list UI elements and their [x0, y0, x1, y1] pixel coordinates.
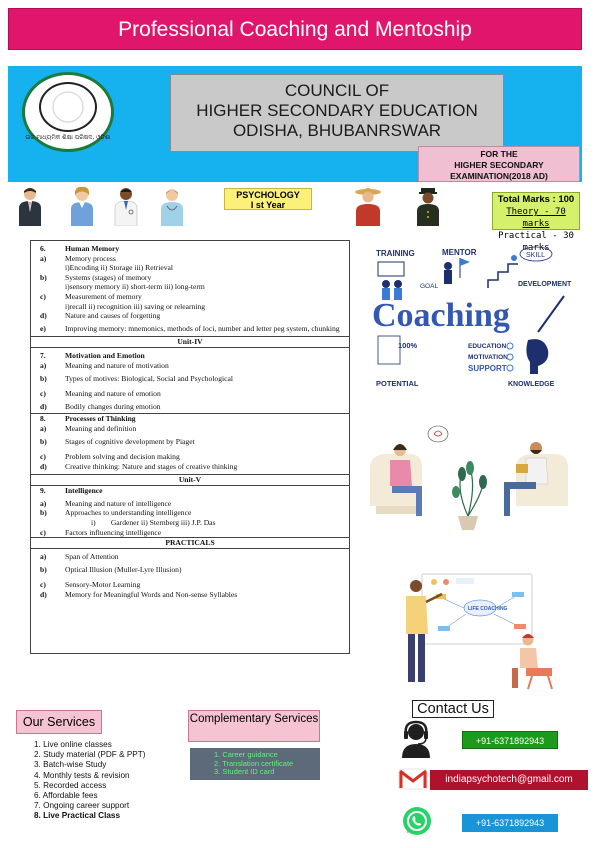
unit-heading: Motivation and Emotion — [65, 351, 145, 361]
item-letter: d) — [40, 461, 47, 471]
subject-year: I st Year — [250, 200, 286, 210]
syllabus-row — [31, 361, 349, 371]
item-letter: a) — [40, 498, 47, 508]
syllabus-row — [31, 324, 349, 334]
item-letter: c) — [40, 291, 46, 301]
skill-label: SKILL — [526, 252, 546, 259]
list-item: 7. Ongoing career support — [34, 801, 130, 811]
item-number: 6. — [40, 244, 46, 253]
item-text: Sensory-Motor Learning — [65, 580, 141, 590]
item-letter: c) — [40, 580, 46, 590]
syllabus-row — [31, 552, 349, 562]
syllabus-row — [31, 374, 349, 384]
item-text: Meaning and definition — [65, 423, 137, 433]
practical-marks: Practical - 30 marks — [498, 231, 574, 253]
syllabus-row — [31, 424, 349, 434]
businessman-icon — [16, 186, 44, 226]
chair-icon — [526, 668, 552, 676]
exam-line: HIGHER SECONDARY — [454, 160, 544, 170]
item-number: 9. — [40, 486, 46, 496]
unit-divider: PRACTICALS — [31, 537, 349, 548]
syllabus-row — [31, 452, 349, 462]
council-line: HIGHER SECONDARY EDUCATION — [196, 101, 478, 120]
goal-flag-icon — [460, 258, 470, 266]
syllabus-row — [31, 486, 349, 496]
unit-heading: Human Memory — [65, 244, 120, 253]
services-list — [34, 740, 145, 822]
item-subtext: i)recall ii) recognition iii) saving or relearning — [65, 301, 206, 311]
coaching-title: Coaching — [372, 297, 510, 334]
item-number: 7. — [40, 351, 46, 361]
page-title: Professional Coaching and Mentoship — [8, 8, 582, 50]
item-text: Meaning and nature of intelligence — [65, 498, 172, 508]
syllabus-row — [31, 437, 349, 447]
logo-emblem-icon — [39, 82, 97, 132]
phone-number-link[interactable]: +91-6371892943 — [462, 731, 558, 749]
list-item: 6. Affordable fees — [34, 791, 98, 801]
stairs-icon — [488, 264, 518, 288]
syllabus-row — [31, 590, 349, 600]
list-item: 4. Monthly tests & revision — [34, 770, 130, 780]
complementary-heading: Complementary Services — [188, 710, 320, 742]
percent-label: 100% — [398, 341, 418, 350]
total-marks: Total Marks : 100 — [497, 194, 575, 205]
syllabus-row — [31, 311, 349, 321]
syllabus-row — [31, 402, 349, 412]
nurse-icon — [158, 186, 186, 226]
list-item: 2. Study material (PDF & PPT) — [34, 750, 146, 760]
training-board-icon — [378, 262, 404, 276]
logo-caption: ଉଚ୍ଚ ମାଧ୍ୟମିକ ଶିକ୍ଷା ପରିଷଦ, ଓଡ଼ିଶା — [25, 134, 111, 141]
item-letter: b) — [40, 373, 47, 383]
subject-name: PSYCHOLOGY — [236, 190, 300, 200]
training-label: TRAINING — [376, 249, 415, 258]
gmail-icon — [398, 768, 428, 790]
syllabus-row — [31, 389, 349, 399]
item-letter: c) — [40, 452, 46, 462]
item-subtext: i) Gardener ii) Sternberg iii) J.P. Das — [91, 518, 216, 528]
item-letter: a) — [40, 423, 47, 433]
item-text: Memory process — [65, 253, 116, 263]
syllabus-row — [31, 244, 349, 254]
syllabus-row — [31, 508, 349, 527]
item-text: Creative thinking: Nature and stages of creative thinking — [65, 461, 238, 471]
item-letter: e) — [40, 323, 46, 333]
syllabus-row — [31, 414, 349, 424]
unit-heading: Processes of Thinking — [65, 414, 136, 424]
exam-line: FOR THE — [480, 149, 518, 159]
life-coaching-illustration — [376, 568, 576, 690]
whatsapp-icon — [402, 806, 432, 836]
item-text: Approaches to understanding intelligence — [65, 508, 192, 518]
mentor-label: MENTOR — [442, 248, 477, 257]
list-item: 2. Translation certificate — [214, 758, 294, 768]
doctor-icon — [112, 186, 140, 226]
mentor-icon — [444, 262, 452, 270]
list-item: 1. Career guidance — [214, 750, 278, 759]
unit-divider: Unit-IV — [31, 336, 349, 348]
contact-heading: Contact Us — [412, 700, 494, 718]
coaching-illustration — [368, 244, 578, 392]
item-text: Systems (stages) of memory — [65, 272, 152, 282]
whatsapp-number-link[interactable]: +91-6371892943 — [462, 814, 558, 832]
document-icon — [378, 336, 400, 364]
syllabus-row — [31, 565, 349, 575]
syllabus-row — [31, 292, 349, 311]
list-item: 3. Batch-wise Study — [34, 760, 107, 770]
motivation-label: MOTIVATION — [468, 354, 508, 361]
item-text: Meaning and nature of emotion — [65, 389, 161, 399]
syllabus-row — [31, 528, 349, 538]
item-letter: c) — [40, 527, 46, 537]
syllabus-table — [30, 240, 350, 654]
marks-box — [492, 192, 580, 253]
item-letter: a) — [40, 360, 47, 370]
item-text: Meaning and nature of motivation — [65, 360, 169, 370]
syllabus-row — [31, 273, 349, 292]
counselling-illustration — [366, 420, 572, 532]
council-line: ODISHA, BHUBANRSWAR — [232, 121, 442, 140]
call-center-icon — [398, 720, 434, 758]
item-text: Factors influencing intelligence — [65, 527, 162, 537]
item-subtext: i)Encoding ii) Storage iii) Retrieval — [65, 263, 173, 273]
coach-figure — [410, 580, 422, 592]
list-item: 1. Live online classes — [34, 740, 112, 749]
syllabus-row — [31, 580, 349, 590]
support-label: SUPPORT — [468, 364, 507, 373]
list-item: 8. Live Practical Class — [34, 811, 121, 821]
brain-head-icon — [526, 339, 548, 374]
item-text: Nature and causes of forgetting — [65, 311, 161, 321]
officer-icon — [414, 186, 442, 226]
item-text: Types of motives: Biological, Social and Psychological — [65, 373, 233, 383]
item-letter: a) — [40, 253, 47, 263]
pencil-icon — [538, 296, 564, 332]
item-letter: b) — [40, 436, 47, 446]
email-link[interactable]: indiapsychotech@gmail.com — [430, 770, 588, 790]
item-letter: d) — [40, 401, 47, 411]
item-text: Measurement of memory — [65, 291, 142, 301]
syllabus-row — [31, 462, 349, 472]
businesswoman-icon — [68, 186, 96, 226]
item-text: Memory for Meaningful Words and Non-sense Syllables — [65, 590, 238, 600]
item-text: Bodily changes during emotion — [65, 401, 161, 411]
education-label: EDUCATION — [468, 343, 507, 350]
item-letter: c) — [40, 389, 46, 399]
complementary-list — [190, 748, 320, 780]
list-item: 3. Student ID card — [214, 767, 275, 777]
development-label: DEVELOPMENT — [518, 281, 572, 288]
item-letter: b) — [40, 508, 47, 518]
list-item: 5. Recorded access — [34, 780, 107, 790]
council-logo — [22, 72, 114, 152]
goal-label: GOAL — [420, 283, 439, 290]
syllabus-row — [31, 351, 349, 361]
unit-heading: Intelligence — [65, 486, 103, 496]
item-text: Optical Illusion (Muller-Lyre Illusion) — [65, 564, 182, 574]
item-text: Improving memory: mnemonics, methods of loci, number and letter peg system, chunking — [65, 323, 340, 333]
exam-badge — [418, 146, 580, 182]
item-subtext: i)sensory memory ii) short-term iii) long-term — [65, 282, 205, 292]
council-title — [170, 74, 504, 152]
unit-divider: Unit-V — [31, 474, 349, 486]
item-letter: d) — [40, 590, 47, 600]
item-letter: d) — [40, 311, 47, 321]
potential-label: POTENTIAL — [376, 379, 419, 388]
thought-bubble-icon — [428, 426, 448, 442]
item-letter: b) — [40, 564, 47, 574]
item-text: Problem solving and decision making — [65, 452, 180, 462]
syllabus-row — [31, 499, 349, 509]
theory-marks: Theory - 70 marks — [506, 207, 566, 229]
subject-badge — [224, 188, 312, 210]
exam-line: EXAMINATION(2018 AD) — [450, 171, 548, 181]
notebook-icon — [516, 464, 528, 473]
life-coaching-label: LIFE COACHING — [468, 606, 508, 612]
plant-pot-icon — [458, 516, 478, 530]
item-text: Span of Attention — [65, 552, 119, 562]
item-letter: b) — [40, 272, 47, 282]
council-line: COUNCIL OF — [284, 81, 390, 100]
item-number: 8. — [40, 414, 46, 424]
syllabus-row — [31, 254, 349, 273]
our-services-heading: Our Services — [16, 710, 102, 734]
farmer-woman-icon — [352, 186, 384, 226]
item-text: Stages of cognitive development by Piaget — [65, 436, 195, 446]
knowledge-label: KNOWLEDGE — [508, 381, 555, 388]
item-letter: a) — [40, 552, 47, 562]
